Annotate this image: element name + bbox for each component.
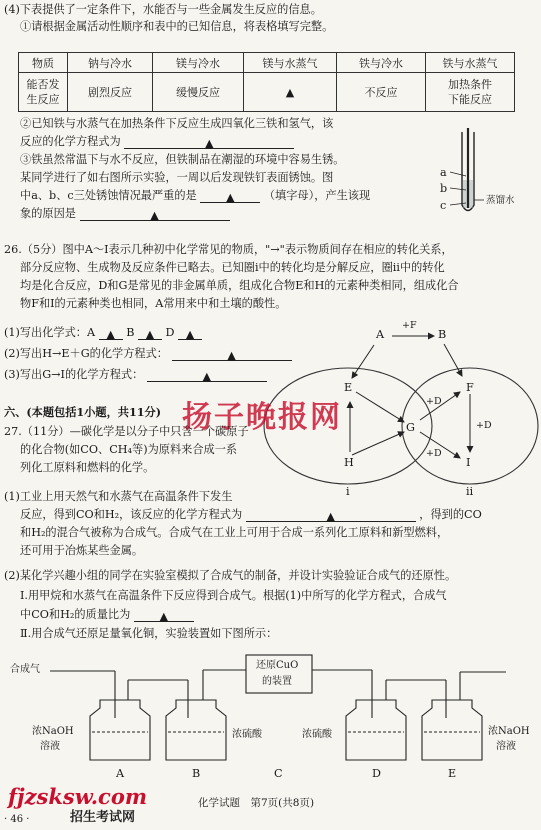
node-a: A bbox=[376, 328, 385, 341]
q27-line-7: 还可用于冶炼某些金属。 bbox=[20, 544, 144, 557]
node-e: E bbox=[344, 381, 353, 394]
table-cell: 缓慢反应 bbox=[153, 73, 244, 112]
table-cell: 剧烈反应 bbox=[68, 73, 153, 112]
equation-blank-3[interactable] bbox=[147, 369, 267, 382]
label-plus-f: +F bbox=[402, 320, 417, 331]
table-cell-line-2: 下能反应 bbox=[448, 93, 492, 106]
section-6-title: 六、(本题包括1小题，共11分) bbox=[4, 405, 162, 419]
q27-line-10-text: 中CO和H₂的质量比为 bbox=[20, 608, 131, 621]
q4-part-3-text: 象的原因是 bbox=[20, 207, 76, 220]
q26-sub-1-text: B bbox=[126, 326, 135, 339]
node-b: B bbox=[438, 328, 447, 341]
q27-line-8: (2)某化学兴趣小组的同学在实验室模拟了合成气的制备，并设计实验验证合成气的还原性。 bbox=[4, 569, 457, 582]
watermark-logo: fjzsksw.com bbox=[8, 784, 148, 809]
q27-line-5 bbox=[20, 507, 482, 522]
table-header: 铁与冷水 bbox=[337, 53, 426, 73]
q4-part-2-text: 反应的化学方程式为 bbox=[20, 135, 121, 148]
blank-marker: ▲ bbox=[227, 349, 236, 362]
row-label-line-1: 能否发 bbox=[26, 78, 60, 91]
naoh-label-a-1: 浓NaOH bbox=[32, 726, 74, 737]
blank-marker: ▲ bbox=[185, 328, 195, 341]
q27-line-5-text: 反应，得到CO和H₂，该反应的化学方程式为 bbox=[20, 508, 243, 521]
watermark-yangzi: 扬子晚报网 bbox=[182, 400, 342, 435]
table-header: 铁与水蒸气 bbox=[426, 53, 515, 73]
h2so4-label-d: 浓硫酸 bbox=[302, 729, 332, 740]
table-header: 镁与冷水 bbox=[153, 53, 244, 73]
naoh-label-a-2: 溶液 bbox=[40, 741, 60, 752]
label-plus-d-2: +D bbox=[426, 448, 442, 459]
table-cell: 不反应 bbox=[337, 73, 426, 112]
blank-marker: ▲ bbox=[225, 191, 235, 204]
q4-part-3-line-1: ③铁虽然常温下与水不反应，但铁制品在潮湿的环境中容易生锈。 bbox=[20, 153, 345, 166]
blank-marker: ▲ bbox=[326, 510, 336, 523]
reduction-box-line-1: 还原CuO bbox=[256, 660, 299, 671]
ratio-blank[interactable] bbox=[134, 609, 194, 622]
q26-sub-1-text: (1)写出化学式：A bbox=[4, 326, 96, 339]
page-number: · 46 · bbox=[4, 814, 30, 825]
reduction-box-line-2: 的装置 bbox=[262, 676, 292, 687]
naoh-label-e-1: 浓NaOH bbox=[488, 726, 530, 737]
tube-label-c: c bbox=[440, 199, 447, 212]
watermark-sub: 招生考试网 bbox=[70, 810, 136, 825]
node-h: H bbox=[344, 456, 354, 469]
q27-line-9: Ⅰ.用甲烷和水蒸气在高温条件下反应得到合成气。根据(1)中所写的化学方程式，合成气 bbox=[20, 589, 447, 602]
blank-marker: ▲ bbox=[145, 328, 155, 341]
blank-d[interactable] bbox=[178, 327, 202, 340]
bottle-label-d: D bbox=[372, 767, 381, 780]
q27-line-6: 和H₂的混合气被称为合成气。合成气在工业上可用于合成一系列化工原料和新型燃料， bbox=[20, 526, 449, 539]
table-header: 物质 bbox=[19, 53, 68, 73]
blank-marker: ▲ bbox=[159, 610, 169, 623]
q26-line-1: 26.（5分）图中A～I表示几种初中化学常见的物质，"→"表示物质间存在相应的转化关系， bbox=[4, 243, 453, 256]
q4-part-2-line-1: ②已知铁与水蒸气在加热条件下反应生成四氧化三铁和氢气，该 bbox=[20, 117, 334, 130]
q26-sub-1 bbox=[4, 325, 202, 340]
bottle-label-b: B bbox=[192, 767, 201, 780]
q27-line-10 bbox=[20, 607, 194, 622]
q27-line-1: 27.（11分）—碳化学是以分子中只含一个碳原子 bbox=[4, 425, 249, 438]
gas-inlet-label: 合成气 bbox=[10, 664, 40, 675]
table-header: 镁与水蒸气 bbox=[244, 53, 337, 73]
q26-sub-3 bbox=[4, 367, 267, 382]
q27-line-11: Ⅱ.用合成气还原足量氧化铜，实验装置如下图所示： bbox=[20, 627, 278, 640]
q26-line-4: 物F和I的元素种类也相同，A常用来中和土壤的酸性。 bbox=[20, 297, 287, 310]
q4-part-3-line-2: 某同学进行了如右图所示实验，一周以后发现铁钉表面锈蚀。图 bbox=[20, 171, 334, 184]
blank-a[interactable] bbox=[99, 327, 123, 340]
table-cell-line-1: 加热条件 bbox=[448, 78, 492, 91]
tube-label-a: a bbox=[440, 166, 447, 179]
q4-part-3-text: （填字母），产生该现 bbox=[263, 189, 371, 202]
node-g: G bbox=[406, 421, 415, 434]
table-header: 钠与冷水 bbox=[68, 53, 153, 73]
tube-label-b: b bbox=[440, 182, 448, 195]
equation-blank-4[interactable] bbox=[246, 509, 416, 522]
table-cell-blank: ▲ bbox=[244, 73, 337, 112]
blank-marker: ▲ bbox=[106, 328, 115, 341]
node-f: F bbox=[466, 381, 474, 394]
q4-instruction-1: ①请根据金属活动性顺序和表中的已知信息，将表格填写完整。 bbox=[20, 20, 334, 33]
q4-part-3-text: 中a、b、c三处锈蚀情况最严重的是 bbox=[20, 189, 197, 202]
blank-marker: ▲ bbox=[202, 370, 212, 383]
q27-line-5-text: ，得到的CO bbox=[419, 508, 482, 521]
q26-sub-2-text: (2)写出H→E＋G的化学方程式： bbox=[4, 347, 168, 360]
q26-sub-3-text: (3)写出G→I的化学方程式： bbox=[4, 368, 144, 381]
test-tube-figure bbox=[450, 128, 484, 211]
circle-label-ii: ⅱ bbox=[466, 485, 474, 498]
bottle-label-c: C bbox=[274, 767, 283, 780]
naoh-label-e-2: 溶液 bbox=[496, 741, 516, 752]
node-i: I bbox=[466, 456, 471, 469]
equation-blank-2[interactable] bbox=[172, 348, 292, 361]
circle-label-i: ⅰ bbox=[346, 485, 350, 498]
page-footer: 化学试题 第7页(共8页) bbox=[198, 797, 315, 809]
h2so4-label-b: 浓硫酸 bbox=[232, 729, 262, 740]
q27-line-3: 列化工原料和燃料的化学。 bbox=[20, 461, 155, 474]
q27-line-4: (1)工业上用天然气和水蒸气在高温条件下发生 bbox=[4, 490, 233, 503]
q26-line-2: 部分反应物、生成物及反应条件已略去。已知圈ⅰ中的转化均是分解反应，圈ⅱ中的转化 bbox=[20, 261, 445, 274]
blank-b[interactable] bbox=[138, 327, 162, 340]
bottle-label-a: A bbox=[116, 767, 125, 780]
label-plus-d-1: +D bbox=[426, 396, 442, 407]
bottle-label-e: E bbox=[448, 767, 457, 780]
tube-label-water: 蒸馏水 bbox=[486, 195, 515, 206]
blank-marker: ▲ bbox=[204, 137, 214, 150]
q26-line-3: 均是化合反应，D和G是常见的非金属单质，组成化合物E和H的元素种类相同，组成化合 bbox=[20, 279, 459, 292]
q4-intro: (4)下表提供了一定条件下，水能否与一些金属发生反应的信息。 bbox=[4, 3, 322, 16]
blank-marker: ▲ bbox=[150, 209, 159, 222]
q27-line-2: 的化合物(如CO、CH₄等)为原料来合成一系 bbox=[20, 443, 238, 456]
q26-sub-2 bbox=[4, 346, 292, 361]
row-label-line-2: 生反应 bbox=[26, 93, 60, 106]
q26-sub-1-text: D bbox=[165, 326, 175, 339]
label-plus-d-3: +D bbox=[476, 420, 492, 431]
